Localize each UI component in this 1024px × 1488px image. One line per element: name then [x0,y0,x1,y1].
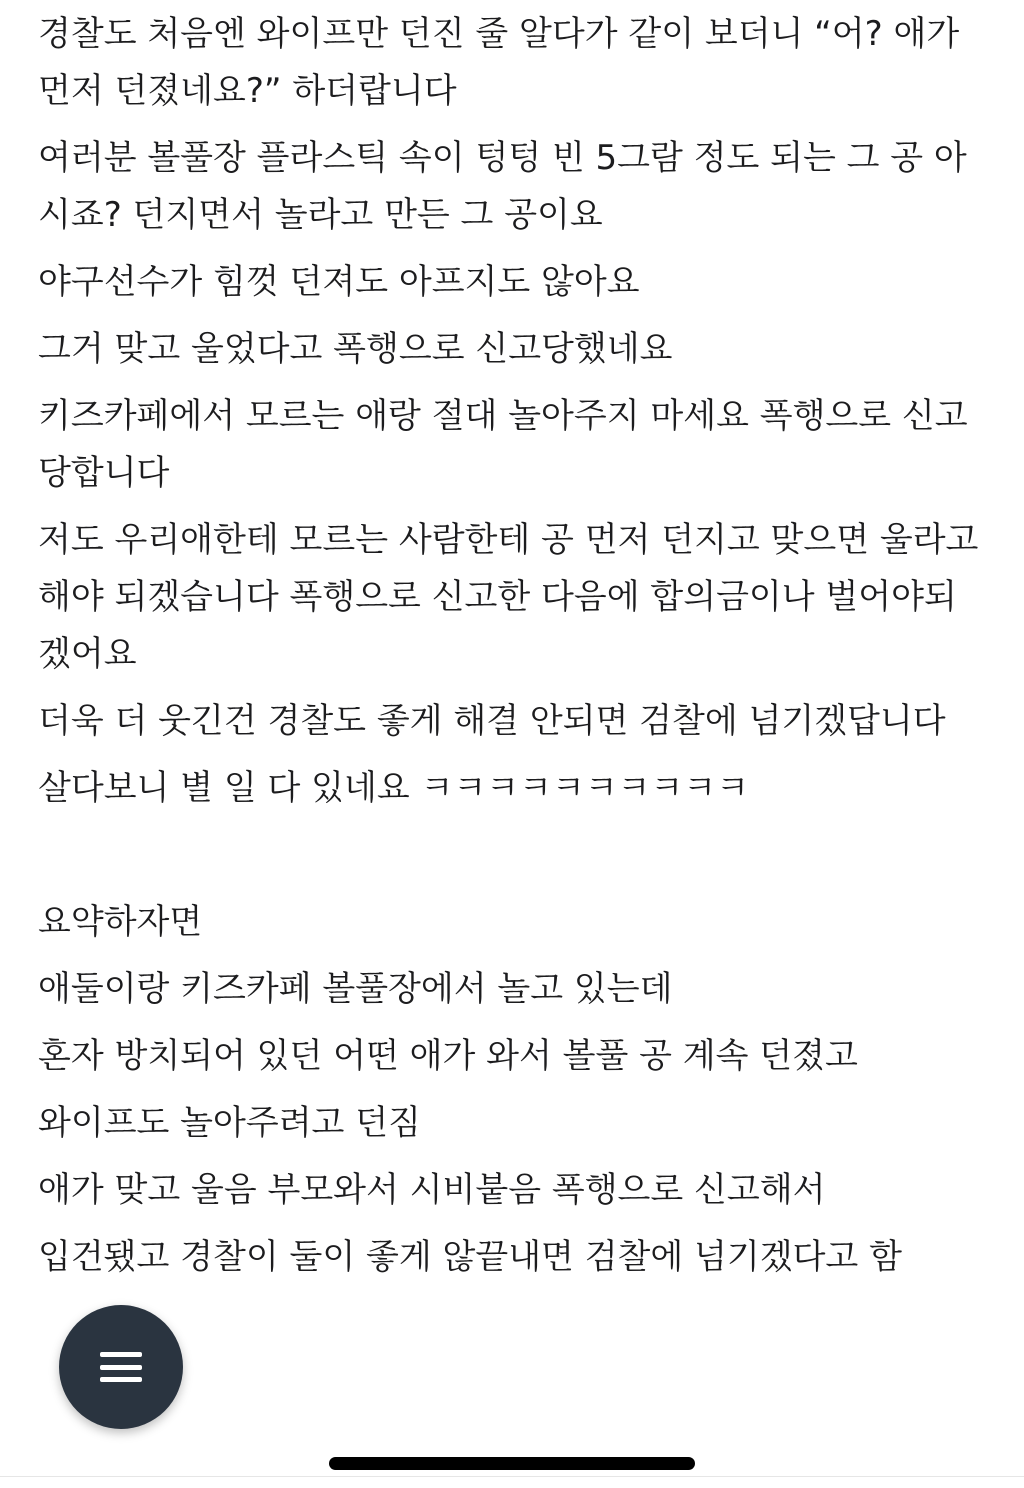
summary-line: 입건됐고 경찰이 둘이 좋게 않끝내면 검찰에 넘기겠다고 함 [38,1237,902,1277]
post-paragraph: 여러분 볼풀장 플라스틱 속이 텅텅 빈 5그람 정도 되는 그 공 아 시죠? 던지면서 놀라고 만든 그 공이요 [38,138,967,235]
summary-line: 와이프도 놀아주려고 던짐 [38,1103,421,1143]
summary-line: 애가 맞고 울음 부모와서 시비붙음 폭행으로 신고해서 [38,1170,826,1210]
menu-button[interactable] [59,1305,183,1429]
home-indicator[interactable] [329,1457,695,1470]
post-paragraph: 저도 우리애한테 모르는 사람한테 공 먼저 던지고 맞으면 울라고 해야 되겠습니다 폭행으로 신고한 다음에 합의금이나 벌어야되 겠어요 [38,520,979,674]
menu-icon [100,1352,142,1382]
post-paragraph: 더욱 더 웃긴건 경찰도 좋게 해결 안되면 검찰에 넘기겠답니다 [38,701,946,741]
post-paragraph: 그거 맞고 울었다고 폭행으로 신고당했네요 [38,329,673,369]
post-paragraph: 살다보니 별 일 다 있네요 ㅋㅋㅋㅋㅋㅋㅋㅋㅋㅋ [38,768,749,808]
post-paragraph: 야구선수가 힘껏 던져도 아프지도 않아요 [38,262,640,302]
post-paragraph: 키즈카페에서 모르는 애랑 절대 놀아주지 마세요 폭행으로 신고 당합니다 [38,396,968,493]
post-paragraph: 경찰도 처음엔 와이프만 던진 줄 알다가 같이 보더니 “어? 애가 먼저 던졌네요?” 하더랍니다 [38,14,960,111]
summary-line: 혼자 방치되어 있던 어떤 애가 와서 볼풀 공 계속 던졌고 [38,1036,858,1076]
bottom-divider [0,1476,1024,1477]
summary-line: 애둘이랑 키즈카페 볼풀장에서 놀고 있는데 [38,969,673,1009]
summary-heading: 요약하자면 [38,902,203,942]
post-body [38,0,998,1286]
